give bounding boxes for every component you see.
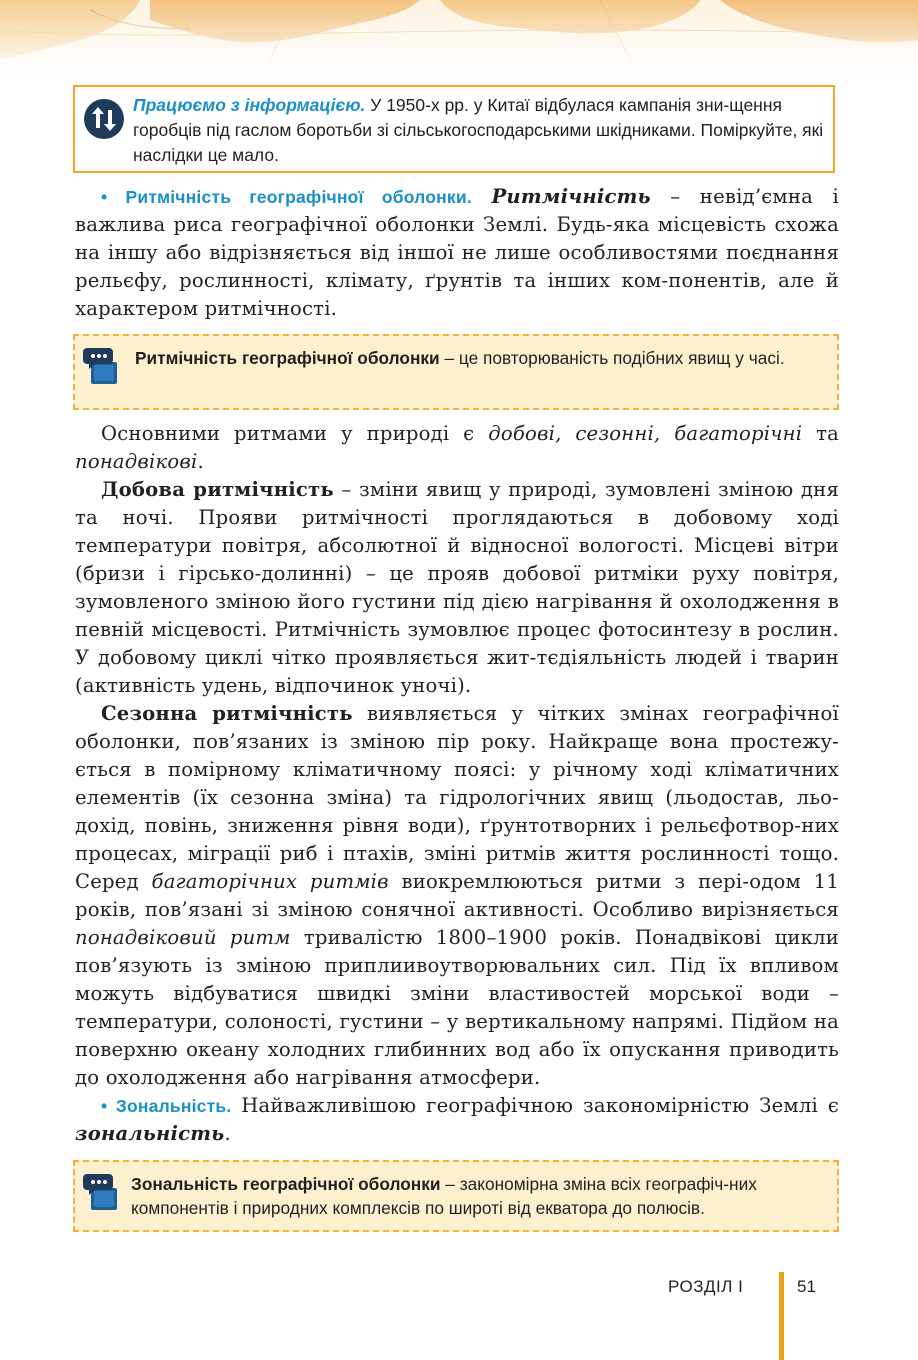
footer-section-label: РОЗДІЛ I <box>668 1277 744 1296</box>
rhythms-text-2: та <box>802 422 840 445</box>
definition-term: Ритмічність географічної оболонки <box>135 348 440 368</box>
seasonal-text-3: тривалістю 1800–1900 років. Понадвікові цикли пов’язують із зміною приплиивоутворювальних сил. Під їх впливом можуть відбуватися швидкі зміни властивостей морської води – температури, солоності, густини – у вертикальному напрямі. Підйом на поверхню океану холодних глибинних вод або їх опускання приводить до охолодження або нагрівання атмосфери. <box>75 926 839 1089</box>
zonality-end: . <box>224 1122 231 1145</box>
rhythms-italic-1: добові, сезонні, багаторічні <box>488 422 803 445</box>
rhythms-text-3: . <box>197 450 204 473</box>
footer-divider-bar <box>779 1272 784 1360</box>
section-zonality-paragraph <box>75 1092 839 1148</box>
term-zonality: зональність <box>75 1122 225 1145</box>
arrows-up-down-icon <box>83 98 125 140</box>
info-text <box>133 93 827 168</box>
speech-book-icon <box>83 1172 123 1212</box>
term-seasonal-rhythm: Сезонна ритмічність <box>101 702 353 725</box>
rhythms-paragraph <box>75 420 839 476</box>
term-rhythmicity: Ритмічність <box>491 185 651 208</box>
section-heading-rhythmicity: • Ритмічність географічної оболонки. <box>101 187 472 207</box>
daily-rhythm-text: – зміни явищ у природі, зумовлені зміною дня та ночі. Прояви ритмічності проглядаються в добовому ході температури повітря, абсолютної й відносної вологості. Місцеві вітри (бризи і гірсько-долинні) – це прояв добової ритміки руху повітря, зумовленого зміною його густини під дією нагрівання й охолодження в певній місцевості. Ритмічність зумовлює процес фотосинтезу в рослин. У добовому циклі чітко проявляється жит-тєдіяльність людей і тварин (активність удень, відпочинок уночі). <box>75 478 840 697</box>
definition-body: – це повторюваність подібних явищ у часі. <box>439 348 785 368</box>
rhythms-text-1: Основними ритмами у природі є <box>101 422 489 445</box>
zonality-text: Найважливішою географічною закономірністю Землі є <box>231 1094 839 1117</box>
daily-rhythm-paragraph <box>75 476 839 700</box>
section-rhythmicity-paragraph <box>75 183 839 323</box>
definition-text <box>131 1172 827 1220</box>
definition-term: Зональність географічної оболонки <box>131 1174 441 1194</box>
info-body: У 1950-х рр. у Китаї відбулася кампанія зни-щення горобців під гаслом боротьби зі сільськогосподарськими шкідниками. Поміркуйте, які наслідки це мало. <box>133 95 824 165</box>
info-box <box>73 85 835 173</box>
seasonal-rhythm-paragraph <box>75 700 839 1092</box>
seasonal-text-1: виявляється у чітких змінах географічної оболонки, пов’язаних із зміною пір року. Найкраще вона простежу-ється в помірному кліматичному поясі: у річному ході кліматичних елементів (їх сезонна зміна) та гідрологічних явищ (льодостав, льо-дохід, повінь, зниження рівня води), ґрунтотворних і рельєфотвор-них процесах, міграції риб і птахів, зміні ритмів життя рослинності тощо. Серед <box>75 702 839 893</box>
definition-box-zonality <box>73 1160 839 1232</box>
seasonal-italic-2: понадвіковий ритм <box>75 926 291 949</box>
header-map-decoration <box>0 0 918 78</box>
definition-body: – закономірна зміна всіх географіч-них компонентів і природних комплексів по широті від екватора до полюсів. <box>131 1174 757 1218</box>
seasonal-italic-1: багаторічних ритмів <box>151 870 389 893</box>
rhythms-italic-2: понадвікові <box>75 450 198 473</box>
section-rhythmicity-text: – невід’ємна і важлива риса географічної оболонки Землі. Будь-яка місцевість схожа на іншу або відрізняється від іншої не лише особливостями поєднання рельєфу, рослинності, клімату, ґрунтів та інших ком-понентів, але й характером ритмічності. <box>75 185 839 320</box>
page-number: 51 <box>797 1277 816 1296</box>
info-lead: Працюємо з інформацією. <box>133 95 366 115</box>
speech-book-icon <box>83 346 123 386</box>
definition-text <box>135 346 827 370</box>
term-daily-rhythm: Добова ритмічність <box>101 478 334 501</box>
definition-box-rhythmicity <box>73 334 839 410</box>
section-heading-zonality: • Зональність. <box>101 1096 232 1116</box>
seasonal-text-2: виокремлюються ритми з пері-одом 11 років, пов’язані зі зміною сонячної активності. Особливо вирізняється <box>75 870 839 921</box>
